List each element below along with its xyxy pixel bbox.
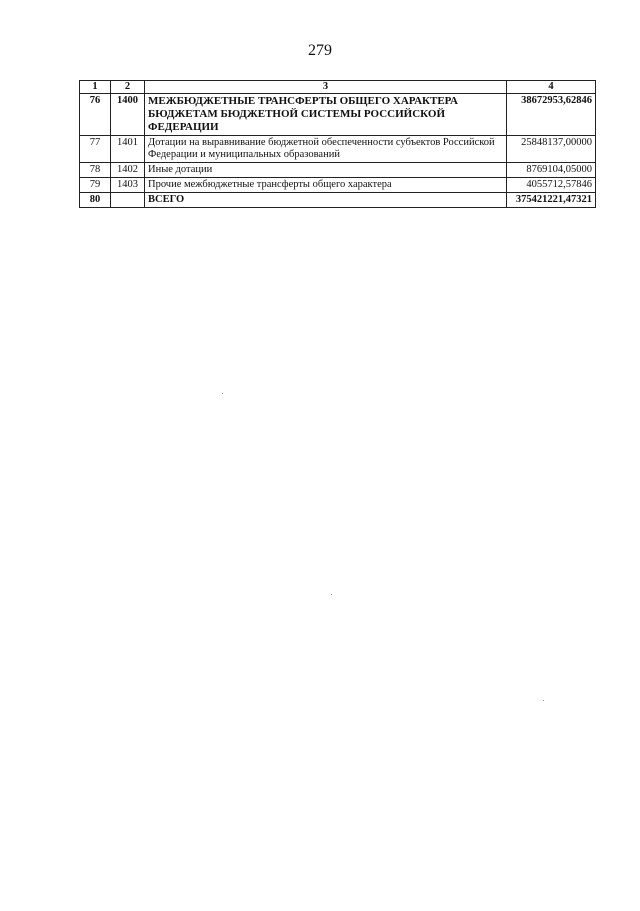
budget-table bbox=[79, 80, 596, 208]
row-description: ВСЕГО bbox=[145, 193, 507, 208]
scan-speck bbox=[543, 700, 544, 701]
column-header-3: 3 bbox=[145, 81, 507, 94]
row-description: Дотации на выравнивание бюджетной обеспеченности субъектов Российской Федерации и муниципальных образований bbox=[145, 136, 507, 163]
row-number: 80 bbox=[80, 193, 111, 208]
row-number: 77 bbox=[80, 136, 111, 163]
column-header-2: 2 bbox=[111, 81, 145, 94]
scan-speck bbox=[222, 393, 223, 394]
row-description: МЕЖБЮДЖЕТНЫЕ ТРАНСФЕРТЫ ОБЩЕГО ХАРАКТЕРА БЮДЖЕТАМ БЮДЖЕТНОЙ СИСТЕМЫ РОССИЙСКОЙ ФЕДЕРАЦИИ bbox=[145, 94, 507, 136]
row-description: Прочие межбюджетные трансферты общего характера bbox=[145, 178, 507, 193]
section-code: 1400 bbox=[111, 94, 145, 136]
row-amount: 4055712,57846 bbox=[507, 178, 596, 193]
row-description: Иные дотации bbox=[145, 163, 507, 178]
table-row bbox=[80, 163, 596, 178]
row-amount: 25848137,00000 bbox=[507, 136, 596, 163]
row-amount: 38672953,62846 bbox=[507, 94, 596, 136]
row-amount: 375421221,47321 bbox=[507, 193, 596, 208]
table-row bbox=[80, 178, 596, 193]
table-row bbox=[80, 94, 596, 136]
row-amount: 8769104,05000 bbox=[507, 163, 596, 178]
row-number: 79 bbox=[80, 178, 111, 193]
page-number: 279 bbox=[308, 42, 332, 59]
column-header-1: 1 bbox=[80, 81, 111, 94]
section-code: 1403 bbox=[111, 178, 145, 193]
table-row bbox=[80, 136, 596, 163]
table-total-row bbox=[80, 193, 596, 208]
section-code bbox=[111, 193, 145, 208]
row-number: 76 bbox=[80, 94, 111, 136]
section-code: 1401 bbox=[111, 136, 145, 163]
scan-speck bbox=[331, 594, 332, 595]
row-number: 78 bbox=[80, 163, 111, 178]
section-code: 1402 bbox=[111, 163, 145, 178]
table-header-row bbox=[80, 81, 596, 94]
column-header-4: 4 bbox=[507, 81, 596, 94]
